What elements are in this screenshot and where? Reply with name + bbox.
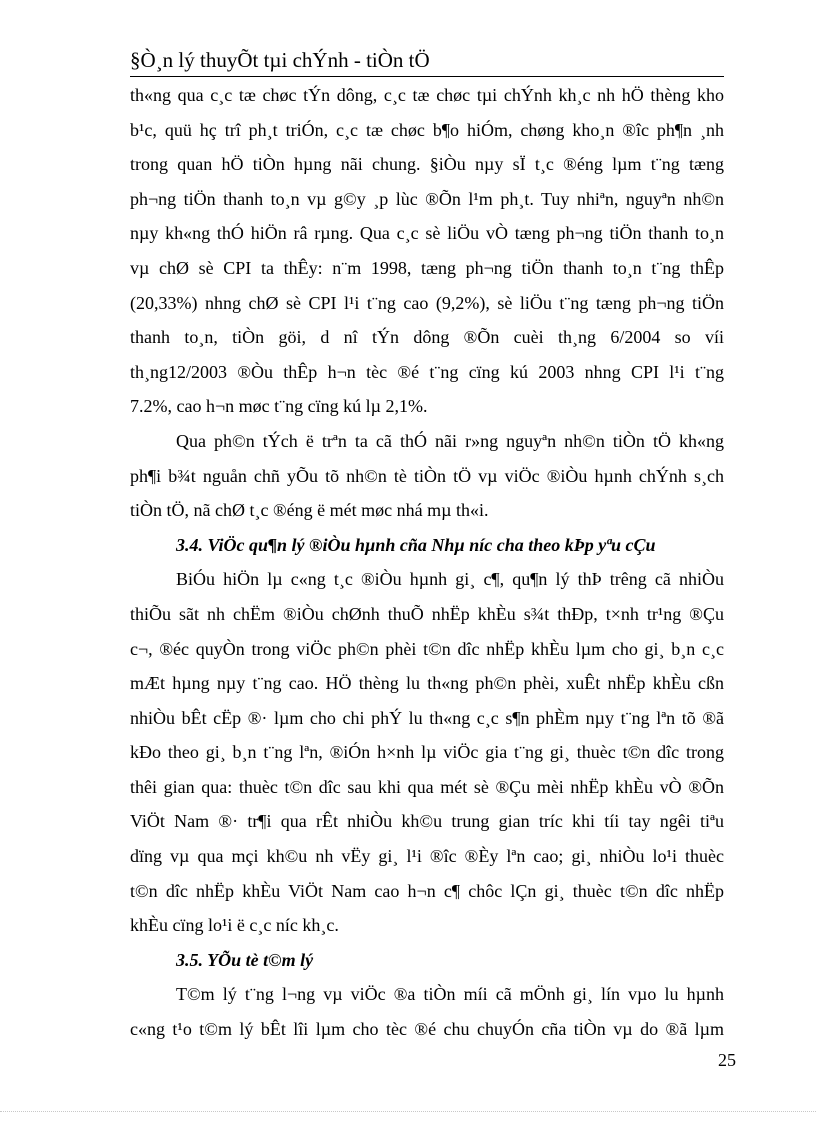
paragraph-line: ph¬ng tiÖn thanh to¸n vµ g©y ¸p lùc ®Õn l¹m ph¸t. Tuy nhiªn, nguyªn nh©n bbox=[130, 188, 724, 209]
paragraph-line: ViÖt Nam ®· tr¶i qua rÊt nhiÒu kh©u trung gian tríc khi tíi tay ngêi tiªu bbox=[130, 811, 724, 832]
paragraph-line: c«ng t¹o t©m lý bÊt lîi lµm cho tèc ®é chu chuyÓn cña tiÒn vµ do ®ã lµm bbox=[130, 1019, 724, 1040]
paragraph-line: mÆt hµng nµy t¨ng cao. HÖ thèng lu th«ng ph©n phèi, xuÊt nhËp khÈu cßn bbox=[130, 673, 724, 694]
paragraph-line: th«ng qua c¸c tæ chøc tÝn dông, c¸c tæ chøc tµi chÝnh kh¸c nh hÖ thèng kho bbox=[130, 85, 724, 105]
paragraph-line: ph¶i b¾t nguån chñ yÕu tõ nh©n tè tiÒn tÖ vµ viÖc ®iÒu hµnh chÝnh s¸ch bbox=[130, 465, 724, 486]
page-number: 25 bbox=[718, 1050, 736, 1070]
paragraph-line: kÐo theo gi¸ b¸n t¨ng lªn, ®iÓn h×nh lµ viÖc gia t¨ng gi¸ thuèc t©n dîc trong bbox=[130, 742, 724, 763]
paragraph-line: trong quan hÖ tiÒn hµng nãi chung. §iÒu nµy sÏ t¸c ®éng lµm t¨ng tæng bbox=[130, 154, 724, 175]
paragraph-line: thêi gian qua: thuèc t©n dîc sau khi qua mét sè ®Çu mèi nhËp khÈu vÒ ®Õn bbox=[130, 776, 724, 797]
document-body bbox=[130, 78, 724, 1047]
paragraph-line: nµy kh«ng thÓ hiÖn râ rµng. Qua c¸c sè liÖu vÒ tæng ph¬ng tiÖn thanh to¸n bbox=[130, 223, 724, 244]
paragraph-line: c¬, ®éc quyÒn trong viÖc ph©n phèi t©n dîc nhËp khÈu lµm cho gi¸ b¸n c¸c bbox=[130, 638, 724, 659]
paragraph-line: t©n dîc nhËp khÈu ViÖt Nam cao h¬n c¶ chôc lÇn gi¸ thuèc t©n dîc nhËp bbox=[130, 880, 724, 901]
footer-rule bbox=[0, 1111, 816, 1112]
paragraph-line: th¸ng12/2003 ®Òu thÊp h¬n tèc ®é t¨ng cïng kú 2003 nhng CPI l¹i t¨ng bbox=[130, 361, 724, 382]
paragraph-line: b¹c, quü hç trî ph¸t triÓn, c¸c tæ chøc b¶o hiÓm, chøng kho¸n ®îc ph¶n ¸nh bbox=[130, 119, 724, 140]
paragraph-line: thanh to¸n, tiÒn göi, d nî tÝn dông ®Õn cuèi th¸ng 6/2004 so víi bbox=[130, 327, 724, 348]
paragraph-line: Qua ph©n tÝch ë trªn ta cã thÓ nãi r»ng nguyªn nh©n tiÒn tÖ kh«ng bbox=[176, 430, 724, 451]
paragraph-line: vµ chØ sè CPI ta thÊy: n¨m 1998, tæng ph¬ng tiÖn thanh to¸n t¨ng thÊp bbox=[130, 257, 724, 278]
paragraph-line: T©m lý t¨ng l¬ng vµ viÖc ®a tiÒn míi cã mÖnh gi¸ lín vµo lu hµnh bbox=[176, 984, 724, 1005]
paragraph-line: nhiÒu bÊt cËp ®· lµm cho chi phÝ lu th«ng c¸c s¶n phÈm nµy t¨ng lªn tõ ®ã bbox=[130, 707, 724, 728]
header-rule bbox=[130, 76, 724, 77]
section-heading-3-5: 3.5. YÕu tè t©m lý bbox=[176, 949, 314, 970]
running-header: §Ò¸n lý thuyÕt tµi chÝnh - tiÒn tÖ bbox=[130, 48, 430, 72]
paragraph-line: dïng vµ qua mçi kh©u nh vËy gi¸ l¹i ®îc ®Èy lªn cao; gi¸ nhiÒu lo¹i thuèc bbox=[130, 846, 724, 867]
paragraph-line: 7.2%, cao h¬n møc t¨ng cïng kú lµ 2,1%. bbox=[130, 396, 428, 417]
paragraph-line: (20,33%) nhng chØ sè CPI l¹i t¨ng cao (9,2%), sè liÖu t¨ng tæng ph¬ng tiÖn bbox=[130, 292, 724, 313]
paragraph-line: tiÒn tÖ, nã chØ t¸c ®éng ë mét møc nhá mµ th«i. bbox=[130, 500, 489, 521]
section-heading-3-4: 3.4. ViÖc qu¶n lý ®iÒu hµnh cña Nhµ níc cha theo kÞp yªu cÇu bbox=[176, 534, 656, 555]
paragraph-line: thiÕu sãt nh chËm ®iÒu chØnh thuÕ nhËp khÈu s¾t thÐp, t×nh tr¹ng ®Çu bbox=[130, 603, 724, 624]
paragraph-line: khÈu cïng lo¹i ë c¸c níc kh¸c. bbox=[130, 915, 339, 936]
paragraph-line: BiÓu hiÖn lµ c«ng t¸c ®iÒu hµnh gi¸ c¶, qu¶n lý thÞ trêng cã nhiÒu bbox=[176, 569, 724, 590]
